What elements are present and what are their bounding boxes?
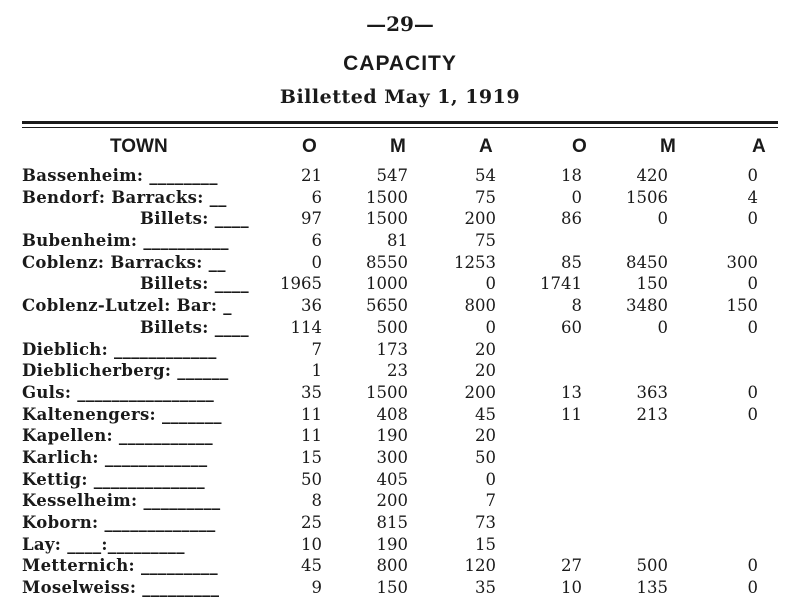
table-row	[0, 165, 800, 187]
town-name: Metternich: _________	[22, 556, 218, 576]
table-cell: 190	[376, 534, 408, 554]
table-cell: 0	[747, 274, 758, 294]
table-cell: 800	[464, 296, 496, 316]
page-number: —29—	[366, 12, 434, 36]
table-row	[0, 447, 800, 469]
page-title: CAPACITY	[343, 52, 457, 75]
table-cell: 1253	[454, 252, 496, 272]
table-cell: 0	[747, 317, 758, 337]
table-row	[0, 555, 800, 577]
table-cell: 50	[475, 447, 496, 467]
column-header-a-2: A	[752, 136, 766, 157]
table-cell: 81	[387, 231, 408, 251]
table-cell: 200	[376, 491, 408, 511]
table-cell: 18	[561, 166, 582, 185]
table-cell: 54	[475, 166, 496, 185]
table-row	[0, 273, 800, 295]
table-row	[0, 187, 800, 209]
table-cell: 45	[301, 556, 322, 576]
table-cell: 85	[561, 252, 582, 272]
table-cell: 1500	[366, 209, 408, 229]
table-cell: 200	[464, 382, 496, 402]
table-cell: 1500	[366, 382, 408, 402]
column-header-town: TOWN	[110, 136, 168, 157]
table-cell: 23	[387, 361, 408, 381]
table-cell: 363	[636, 382, 668, 402]
table-cell: 0	[485, 317, 496, 337]
table-cell: 547	[376, 166, 408, 185]
table-cell: 11	[301, 426, 322, 446]
table-row	[0, 339, 800, 361]
town-name: Karlich: ____________	[22, 447, 208, 467]
table-cell: 11	[301, 404, 322, 424]
table-cell: 0	[747, 578, 758, 598]
table-cell: 13	[561, 382, 582, 402]
table-cell: 50	[301, 469, 322, 489]
table-row	[0, 295, 800, 317]
town-name: Coblenz: Barracks: __	[22, 252, 226, 272]
column-header-a-1: A	[479, 136, 493, 157]
table-cell: 420	[636, 166, 668, 185]
table-cell: 15	[301, 447, 322, 467]
town-name: Kaltenengers: _______	[22, 404, 222, 424]
table-cell: 97	[301, 209, 322, 229]
table-cell: 1965	[280, 274, 322, 294]
table-cell: 4	[747, 187, 758, 207]
table-cell: 45	[475, 404, 496, 424]
table-cell: 10	[301, 534, 322, 554]
town-name: Kettig: _____________	[22, 469, 205, 489]
double-rule-top	[22, 121, 778, 124]
table-cell: 35	[475, 578, 496, 598]
table-row	[0, 317, 800, 339]
town-name: Dieblicherberg: ______	[22, 361, 229, 381]
table-row	[0, 404, 800, 426]
table-cell: 75	[475, 187, 496, 207]
table-cell: 120	[464, 556, 496, 576]
table-row	[0, 577, 800, 599]
table-cell: 3480	[626, 296, 668, 316]
column-header-o-2: O	[572, 136, 587, 157]
table-cell: 11	[561, 404, 582, 424]
table-cell: 0	[311, 252, 322, 272]
table-cell: 0	[485, 274, 496, 294]
table-cell: 150	[726, 296, 758, 316]
table-cell: 8450	[626, 252, 668, 272]
table-cell: 0	[747, 382, 758, 402]
table-row	[0, 425, 800, 447]
town-name: Kapellen: ___________	[22, 426, 213, 446]
town-name: Billets: ____	[140, 317, 249, 337]
table-cell: 9	[311, 578, 322, 598]
table-cell: 408	[376, 404, 408, 424]
town-name: Bendorf: Barracks: __	[22, 187, 227, 207]
town-name: Bubenheim: __________	[22, 231, 229, 251]
capacity-table	[0, 165, 800, 599]
town-name: Dieblich: ____________	[22, 339, 217, 359]
table-cell: 0	[571, 187, 582, 207]
table-cell: 114	[290, 317, 322, 337]
table-cell: 6	[311, 187, 322, 207]
table-row	[0, 230, 800, 252]
table-cell: 8	[571, 296, 582, 316]
table-cell: 20	[475, 339, 496, 359]
table-row	[0, 382, 800, 404]
table-cell: 0	[747, 166, 758, 185]
table-cell: 500	[636, 556, 668, 576]
table-cell: 0	[657, 317, 668, 337]
table-row	[0, 469, 800, 491]
table-cell: 1500	[366, 187, 408, 207]
table-row	[0, 534, 800, 556]
column-header-m-1: M	[390, 136, 406, 157]
table-cell: 150	[636, 274, 668, 294]
town-name: Lay: ____:_________	[22, 534, 185, 554]
table-cell: 5650	[366, 296, 408, 316]
table-cell: 20	[475, 361, 496, 381]
town-name: Billets: ____	[140, 274, 249, 294]
table-row	[0, 208, 800, 230]
table-cell: 20	[475, 426, 496, 446]
town-name: Billets: ____	[140, 209, 249, 229]
table-cell: 173	[376, 339, 408, 359]
table-cell: 8	[311, 491, 322, 511]
table-cell: 7	[485, 491, 496, 511]
table-cell: 35	[301, 382, 322, 402]
table-cell: 25	[301, 513, 322, 532]
table-cell: 0	[657, 209, 668, 229]
table-cell: 135	[636, 578, 668, 598]
table-row	[0, 512, 800, 534]
table-cell: 800	[376, 556, 408, 576]
table-row	[0, 490, 800, 512]
page-subtitle: Billetted May 1, 1919	[279, 86, 521, 108]
double-rule-bottom	[22, 127, 778, 128]
table-header	[0, 136, 800, 162]
table-cell: 15	[475, 534, 496, 554]
table-cell: 0	[747, 209, 758, 229]
town-name: Guls: ________________	[22, 382, 215, 402]
table-cell: 1741	[540, 274, 582, 294]
table-cell: 21	[301, 166, 322, 185]
table-cell: 1	[311, 361, 322, 381]
table-cell: 0	[747, 556, 758, 576]
table-cell: 200	[464, 209, 496, 229]
table-cell: 86	[561, 209, 582, 229]
table-cell: 60	[561, 317, 582, 337]
table-row	[0, 252, 800, 274]
table-cell: 300	[376, 447, 408, 467]
table-cell: 73	[475, 513, 496, 532]
table-cell: 27	[561, 556, 582, 576]
column-header-o-1: O	[302, 136, 317, 157]
column-header-m-2: M	[660, 136, 676, 157]
table-cell: 213	[636, 404, 668, 424]
table-cell: 1506	[626, 187, 668, 207]
town-name: Koborn: _____________	[22, 513, 216, 532]
table-cell: 0	[747, 404, 758, 424]
table-cell: 36	[301, 296, 322, 316]
town-name: Bassenheim: ________	[22, 166, 218, 185]
table-cell: 1000	[366, 274, 408, 294]
table-cell: 8550	[366, 252, 408, 272]
table-row	[0, 360, 800, 382]
table-cell: 405	[376, 469, 408, 489]
table-cell: 75	[475, 231, 496, 251]
table-cell: 0	[485, 469, 496, 489]
table-cell: 7	[311, 339, 322, 359]
town-name: Kesselheim: _________	[22, 491, 221, 511]
town-name: Moselweiss: _________	[22, 578, 220, 598]
table-cell: 10	[561, 578, 582, 598]
table-cell: 300	[726, 252, 758, 272]
town-name: Coblenz-Lutzel: Bar: _	[22, 296, 232, 316]
table-cell: 500	[376, 317, 408, 337]
table-cell: 190	[376, 426, 408, 446]
table-cell: 815	[376, 513, 408, 532]
table-cell: 150	[376, 578, 408, 598]
table-cell: 6	[311, 231, 322, 251]
